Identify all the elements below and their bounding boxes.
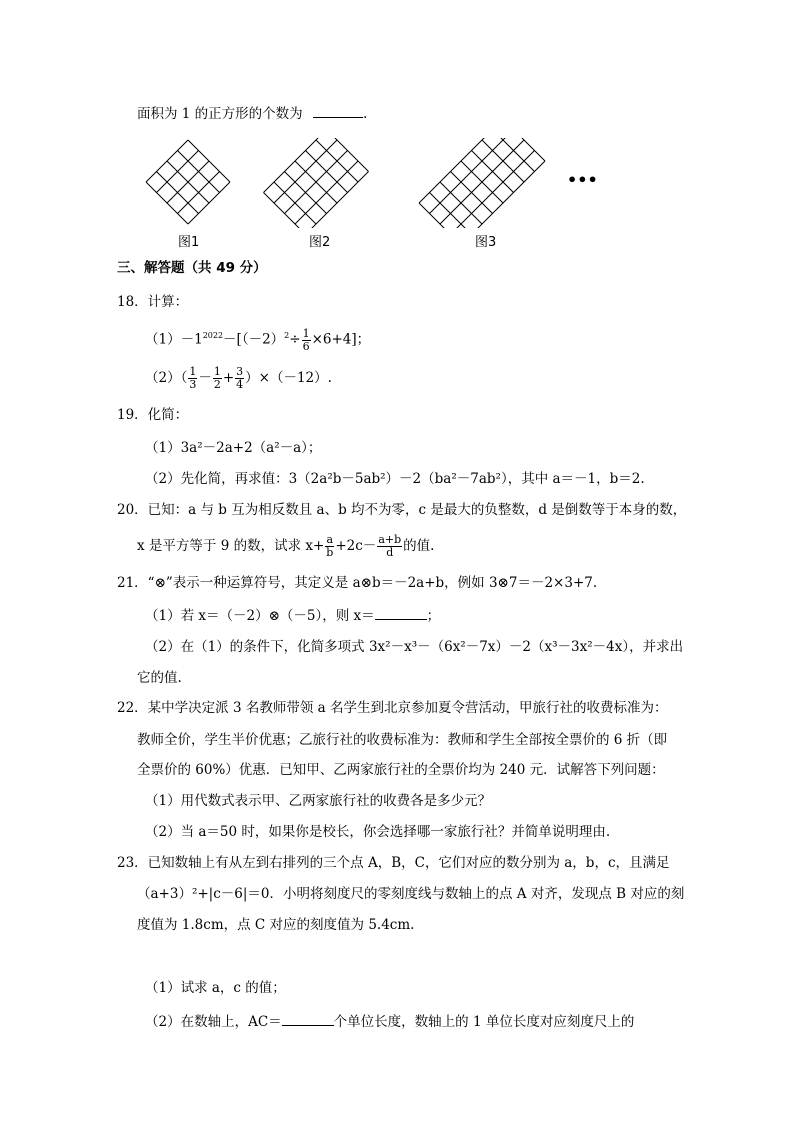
ellipsis: ••• [567, 170, 598, 189]
q19-part2: （2）先化简，再求值：3（2a²b－5ab²）－2（ba²－7ab²），其中 a＝－1，b＝2. [145, 471, 645, 487]
answer-blank[interactable] [375, 605, 427, 620]
q19-head: 19．化简： [117, 407, 189, 423]
q23-line3: 度值为 1.8cm，点 C 对应的刻度值为 5.4cm. [137, 917, 415, 933]
q20-line2: x 是平方等于 9 的数，试求 x+ $\frac{a}{b}$ +2c－ $\frac{a+b}{d}$ 的值. [137, 533, 435, 559]
q21-part1: （1）若 x＝（－2）⊗（－5），则 x＝ ； [145, 605, 440, 626]
q19-part1: （1）3a²－2a+2（a²－a）； [145, 440, 322, 456]
q23-line2: （a+3）²+|c－6|＝0．小明将刻度尺的零刻度线与数轴上的点 A 对齐，发现点 B 对应的刻 [137, 886, 685, 902]
q22-part1: （1）用代数式表示甲、乙两家旅行社的收费各是多少元？ [145, 793, 492, 809]
figure-label-1: 图1 [178, 235, 200, 250]
figure-2 [258, 138, 378, 228]
q18-part1: $(1)-1^{2022}-[(-2)^2\div$ $\frac{1}{6}$ ×6+4]； [145, 326, 371, 353]
figure-1 [144, 138, 234, 228]
q20-line1: 20．已知：a 与 b 互为相反数且 a、b 均不为零，c 是最大的负整数，d 是倒数等于本身的数， [117, 502, 687, 518]
intro-tail: . [362, 106, 368, 122]
figure-label-2: 图2 [309, 235, 331, 250]
intro-text: 面积为 1 的正方形的个数为 [137, 106, 303, 122]
q23-part1: （1）试求 a，c 的值； [145, 980, 286, 996]
q21-line1: 21．“⊗”表示一种运算符号，其定义是 a⊗b＝－2a+b，例如 3⊗7＝－2×3+7. [117, 575, 598, 591]
q23-part2: （2）在数轴上，AC＝ 个单位长度，数轴上的 1 单位长度对应刻度尺上的 [145, 1011, 634, 1032]
q22-line2: 教师全价，学生半价优惠；乙旅行社的收费标准为：教师和学生全部按全票价的 6 折（即 [137, 732, 668, 748]
q22-part2: （2）当 a＝50 时，如果你是校长，你会选择哪一家旅行社？并简单说明理由. [145, 824, 611, 840]
q18-head: 18．计算： [117, 294, 189, 310]
intro-line [137, 103, 367, 124]
figure-3 [410, 138, 560, 228]
q18-part2: （2）（ $\frac{1}{3}$ － $\frac{1}{2}$ + $\frac{3}{4}$ ）×（－12）. [145, 365, 332, 391]
answer-blank[interactable] [282, 1011, 334, 1026]
q21-part2-line1: （2）在（1）的条件下，化简多项式 3x²－x³－（6x²－7x）－2（x³－3x²－4x），并求出 [145, 639, 684, 655]
q21-part2-line2: 它的值. [137, 670, 182, 686]
q22-line1: 22．某中学决定派 3 名教师带领 a 名学生到北京参加夏令营活动，甲旅行社的收费标准为： [117, 700, 668, 716]
q22-line3: 全票价的 60%）优惠．已知甲、乙两家旅行社的全票价均为 240 元．试解答下列问题： [137, 762, 665, 778]
q23-line1: 23．已知数轴上有从左到右排列的三个点 A，B，C，它们对应的数分别为 a，b，c，且满足 [117, 855, 670, 871]
figure-label-3: 图3 [475, 235, 497, 250]
answer-blank[interactable] [313, 103, 363, 118]
section-title: 三、解答题（共 49 分） [117, 260, 267, 276]
